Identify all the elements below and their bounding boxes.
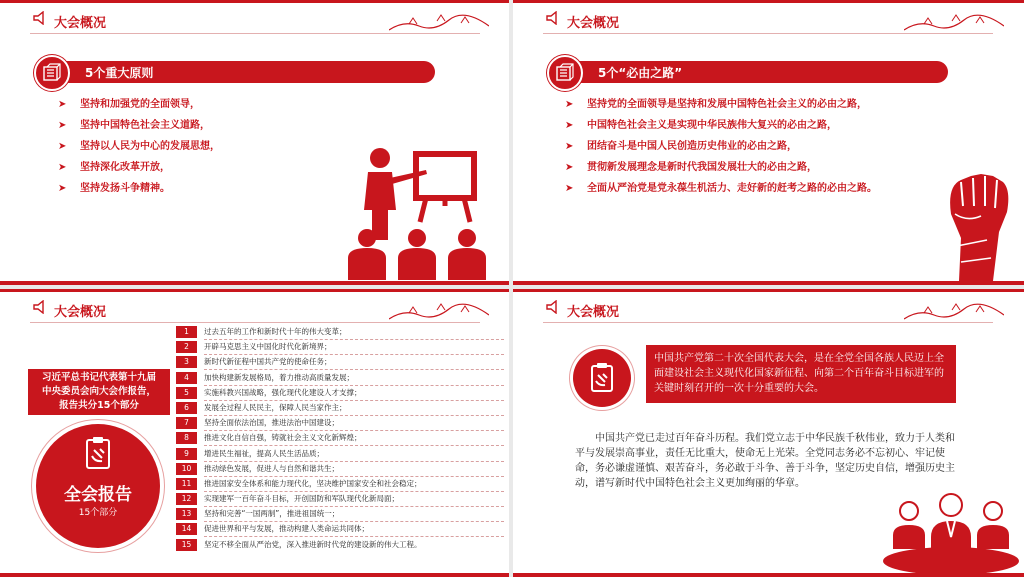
congress-summary-box: 中国共产党第二十次全国代表大会，是在全党全国各族人民迈上全面建设社会主义现代化国家新征程、向第二个百年奋斗目标进军的关键时刻召开的一次十分重要的大会。 (646, 345, 956, 403)
list-item: ➤ 坚持发扬斗争精神。 (58, 183, 170, 194)
list-item: ➤ 坚持以人民为中心的发展思想， (58, 141, 220, 152)
document-circle (573, 349, 631, 407)
horn-icon (545, 300, 559, 314)
section-ribbon (578, 61, 948, 83)
top-bar (513, 289, 1024, 292)
list-item: ➤ 坚持深化改革开放， (58, 162, 170, 173)
ribbon-label: 5个重大原则 (85, 66, 154, 80)
title-separator (543, 33, 993, 34)
book-icon (42, 63, 62, 83)
slide-title: 大会概况 (54, 16, 107, 31)
list-item: ➤ 坚持党的全面领导是坚持和发展中国特色社会主义的必由之路， (565, 99, 867, 110)
bottom-bar (513, 281, 1024, 285)
report-circle (36, 424, 160, 548)
slide-title: 大会概况 (567, 305, 620, 320)
people-group-icon (881, 491, 1021, 573)
book-badge (34, 55, 70, 91)
great-wall-decoration (904, 301, 1004, 323)
horn-icon (32, 300, 46, 314)
list-item: ➤ 团结奋斗是中国人民创造历史伟业的必由之路， (565, 141, 797, 152)
slide-principles[interactable] (0, 0, 509, 285)
great-wall-decoration (389, 12, 489, 34)
section-ribbon (65, 61, 435, 83)
arrow-icon: ➤ (58, 99, 67, 110)
report-intro-box: 习近平总书记代表第十九届 中央委员会向大会作报告， 报告共分15个部分 (28, 369, 170, 415)
top-bar (0, 0, 509, 3)
title-separator (543, 322, 993, 323)
list-item: ➤ 坚持和加强党的全面领导， (58, 99, 200, 110)
book-icon (555, 63, 575, 83)
arrow-icon: ➤ (565, 141, 574, 152)
title-separator (30, 33, 480, 34)
paths-list (565, 98, 877, 203)
arrow-icon: ➤ (58, 120, 67, 131)
arrow-icon: ➤ (565, 162, 574, 173)
principle-list (58, 98, 220, 203)
top-bar (0, 289, 509, 292)
great-wall-decoration (389, 301, 489, 323)
horn-icon (545, 11, 559, 25)
circle-title: 全会报告 (64, 485, 132, 505)
circle-subtitle: 15个部分 (78, 508, 118, 518)
arrow-icon: ➤ (565, 183, 574, 194)
slide-report[interactable]: 大会概况 习近平总书记代表第十九届 中央委员会向大会作报告， 报告共分15个部分 全会报告 15个部分 1 过去五年的工作和新时代十年的伟大变革； 2 开辟马克思主义中国化时代化新境界； 3 新时代新征程中国共产党的使命任务； 4 加快构建新发展格局，着力推动高质量发展； 5 实施科教兴国战略，强化现代化建设人才支撑； 6 发展全过程人民民主，保障人民当家作主； 7 坚持全面依法治国，推进法治中国建设； 8 推进文化自信自强，铸就社会主义文化新辉煌； 9 增进民生福祉，提高人民生活品质； 10 推动绿色发展，促进人与自然和谐共生； 11 推进国家安全体系和能力现代化，坚决维护国家安全和社会稳定； 12 实现建军一百年奋斗目标，开创国防和军队现代化新局面； 13 坚持和完善“一国两制”，推进祖国统一； 14 促进世界和平与发展，推动构建人类命运共同体； 15 坚定不移全面从严治党，深入推进新时代党的建设新的伟大工程。 (0, 289, 509, 577)
list-item: ➤ 全面从严治党是党永葆生机活力、走好新的赶考之路的必由之路。 (565, 183, 877, 194)
great-wall-decoration (904, 12, 1004, 34)
slide-title: 大会概况 (567, 16, 620, 31)
slide-overview[interactable] (513, 289, 1024, 577)
party-document-icon (85, 436, 111, 470)
book-badge (547, 55, 583, 91)
slide-paths[interactable] (513, 0, 1024, 285)
raised-fist-icon (937, 166, 1017, 281)
arrow-icon: ➤ (565, 120, 574, 131)
arrow-icon: ➤ (58, 162, 67, 173)
title-separator (30, 322, 480, 323)
list-item: ➤ 坚持中国特色社会主义道路， (58, 120, 210, 131)
party-document-icon (590, 363, 614, 393)
slide-title: 大会概况 (54, 305, 107, 320)
ribbon-label: 5个“必由之路” (598, 66, 683, 80)
top-bar (513, 0, 1024, 3)
arrow-icon: ➤ (58, 141, 67, 152)
arrow-icon: ➤ (565, 99, 574, 110)
list-item: ➤ 贯彻新发展理念是新时代我国发展壮大的必由之路， (565, 162, 817, 173)
arrow-icon: ➤ (58, 183, 67, 194)
bottom-bar (0, 281, 509, 285)
list-item: ➤ 中国特色社会主义是实现中华民族伟大复兴的必由之路， (565, 120, 837, 131)
congress-paragraph: 中国共产党已走过百年奋斗历程。我们党立志于中华民族千秋伟业，致力于人类和平与发展崇高事业，责任无比重大，使命无上光荣。全党同志务必不忘初心、牢记使命，务必谦虚谨慎、艰苦奋斗，务必敢于斗争、善于斗争，坚定历史自信，增强历史主动，谱写新时代中国特色社会主义更加绚丽的华章。 (575, 433, 955, 489)
bottom-bar (513, 573, 1024, 577)
bottom-bar (0, 573, 509, 577)
teacher-audience-icon (342, 140, 502, 280)
horn-icon (32, 11, 46, 25)
